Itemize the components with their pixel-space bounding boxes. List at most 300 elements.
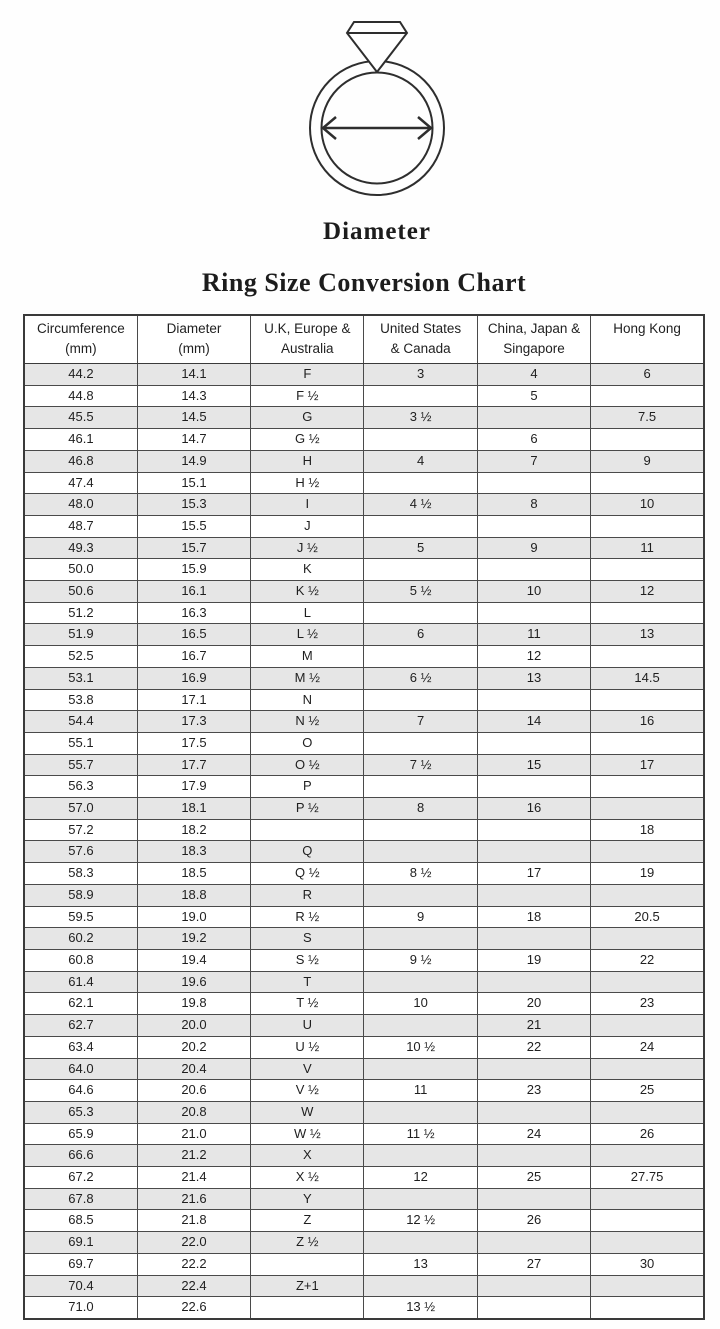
table-cell [251,1297,364,1319]
table-cell: Q [251,841,364,863]
table-cell: 18 [477,906,590,928]
table-cell [591,971,704,993]
table-cell: S ½ [251,949,364,971]
table-cell [591,1275,704,1297]
table-row [24,1253,704,1275]
table-cell: U ½ [251,1036,364,1058]
table-cell: P [251,776,364,798]
table-cell [477,971,590,993]
table-cell: 13 [364,1253,477,1275]
col-header-line1: U.K, Europe & [264,321,351,336]
table-cell [364,1232,477,1254]
table-cell: 17 [591,754,704,776]
table-cell: 11 [477,624,590,646]
table-cell: 16.9 [137,667,250,689]
table-cell [591,559,704,581]
table-row [24,732,704,754]
table-cell: 19 [477,949,590,971]
table-cell: 21.2 [137,1145,250,1167]
table-cell: 71.0 [24,1297,137,1319]
table-cell: K [251,559,364,581]
table-row [24,1210,704,1232]
table-cell: 22 [477,1036,590,1058]
table-cell [364,971,477,993]
table-cell [477,472,590,494]
table-row [24,494,704,516]
table-cell: 17.3 [137,711,250,733]
col-header-circumference-mm [24,315,137,364]
table-cell: 24 [591,1036,704,1058]
table-cell: 13 [477,667,590,689]
table-cell: 14.1 [137,364,250,386]
table-cell: H [251,450,364,472]
table-cell: U [251,1015,364,1037]
table-cell [477,1297,590,1319]
col-header-china-japan-singapore [477,315,590,364]
table-row [24,711,704,733]
table-row [24,559,704,581]
table-cell: 17 [477,863,590,885]
table-row [24,949,704,971]
table-cell: 7 [364,711,477,733]
table-cell [477,819,590,841]
table-cell: 46.8 [24,450,137,472]
table-cell [251,819,364,841]
table-cell: F [251,364,364,386]
table-cell: 48.0 [24,494,137,516]
table-cell: Q ½ [251,863,364,885]
table-cell: O [251,732,364,754]
header-row [24,315,704,364]
table-cell: 11 ½ [364,1123,477,1145]
table-row [24,1015,704,1037]
table-cell [591,472,704,494]
table-cell: X ½ [251,1167,364,1189]
table-cell: 16.5 [137,624,250,646]
table-cell: 59.5 [24,906,137,928]
table-cell: 14 [477,711,590,733]
table-cell [591,1145,704,1167]
table-cell: 46.1 [24,429,137,451]
table-row [24,819,704,841]
table-cell: 65.3 [24,1101,137,1123]
table-cell: 7.5 [591,407,704,429]
table-row [24,776,704,798]
table-cell: 65.9 [24,1123,137,1145]
table-cell [364,841,477,863]
table-cell [477,841,590,863]
col-header-line1: China, Japan & [487,321,581,336]
table-cell [477,407,590,429]
table-cell: 57.6 [24,841,137,863]
table-cell: 66.6 [24,1145,137,1167]
table-cell [364,689,477,711]
table-cell: 57.0 [24,798,137,820]
table-cell: 50.0 [24,559,137,581]
table-cell [591,1210,704,1232]
table-cell [477,732,590,754]
table-row [24,515,704,537]
table-cell: 8 [364,798,477,820]
table-cell: Z ½ [251,1232,364,1254]
table-cell: 16.7 [137,646,250,668]
table-cell: 9 ½ [364,949,477,971]
table-cell [477,1188,590,1210]
table-cell: 15.7 [137,537,250,559]
table-row [24,1036,704,1058]
table-cell: 18.3 [137,841,250,863]
table-cell [477,515,590,537]
table-cell [364,472,477,494]
table-cell: 58.9 [24,884,137,906]
table-cell: 69.1 [24,1232,137,1254]
table-cell: 18 [591,819,704,841]
table-cell: 11 [364,1080,477,1102]
table-cell [591,429,704,451]
table-cell: L [251,602,364,624]
table-cell: 61.4 [24,971,137,993]
table-cell: I [251,494,364,516]
table-cell: 16.3 [137,602,250,624]
table-cell: 18.8 [137,884,250,906]
table-cell: 26 [591,1123,704,1145]
table-cell [477,689,590,711]
table-cell: N ½ [251,711,364,733]
table-cell: 62.7 [24,1015,137,1037]
table-cell: V ½ [251,1080,364,1102]
table-cell: 8 [477,494,590,516]
table-cell [591,1015,704,1037]
table-cell: 51.2 [24,602,137,624]
table-cell: S [251,928,364,950]
table-cell: 22 [591,949,704,971]
table-cell [364,385,477,407]
table-cell: 55.7 [24,754,137,776]
table-cell [477,559,590,581]
table-row [24,472,704,494]
table-cell [591,928,704,950]
table-row [24,537,704,559]
table-cell: 56.3 [24,776,137,798]
table-row [24,385,704,407]
table-cell: 13 [591,624,704,646]
table-row [24,1297,704,1319]
table-cell: 54.4 [24,711,137,733]
table-cell [364,559,477,581]
table-cell [364,1058,477,1080]
table-cell: 3 ½ [364,407,477,429]
table-cell: 47.4 [24,472,137,494]
table-cell [364,1188,477,1210]
table-row [24,624,704,646]
table-cell: 4 [364,450,477,472]
table-cell: 25 [591,1080,704,1102]
table-row [24,407,704,429]
table-cell: 18.1 [137,798,250,820]
table-cell: 5 [477,385,590,407]
table-cell: Y [251,1188,364,1210]
table-cell: 23 [477,1080,590,1102]
table-cell: 18.2 [137,819,250,841]
table-cell: 7 [477,450,590,472]
table-cell [591,841,704,863]
table-cell: K ½ [251,581,364,603]
table-cell [477,1145,590,1167]
table-cell: 45.5 [24,407,137,429]
table-cell: 6 [591,364,704,386]
table-cell: 20.0 [137,1015,250,1037]
table-cell [591,884,704,906]
conversion-table-body [24,364,704,1319]
table-cell: 48.7 [24,515,137,537]
table-cell: 27.75 [591,1167,704,1189]
table-cell: 17.1 [137,689,250,711]
table-cell [591,1101,704,1123]
table-cell: 20.2 [137,1036,250,1058]
table-cell: F ½ [251,385,364,407]
table-cell [477,884,590,906]
table-cell: 22.6 [137,1297,250,1319]
table-cell: 16.1 [137,581,250,603]
table-row [24,429,704,451]
table-cell: 64.6 [24,1080,137,1102]
table-cell: T ½ [251,993,364,1015]
table-cell: G ½ [251,429,364,451]
table-cell: 15.1 [137,472,250,494]
table-cell: 23 [591,993,704,1015]
table-cell: 22.0 [137,1232,250,1254]
table-cell: 5 ½ [364,581,477,603]
col-header-diameter-mm [137,315,250,364]
table-cell: V [251,1058,364,1080]
table-row [24,1101,704,1123]
col-header-line2: (mm) [178,341,210,356]
table-cell: 19.8 [137,993,250,1015]
table-cell: 21.8 [137,1210,250,1232]
table-cell [364,1015,477,1037]
col-header-line2: (mm) [65,341,97,356]
table-row [24,1167,704,1189]
table-cell: 22.4 [137,1275,250,1297]
table-cell: 9 [477,537,590,559]
table-row [24,754,704,776]
table-cell: 49.3 [24,537,137,559]
table-cell [477,1275,590,1297]
table-row [24,1058,704,1080]
table-cell: 5 [364,537,477,559]
table-cell: 15.3 [137,494,250,516]
table-cell: 12 [591,581,704,603]
table-cell: 6 ½ [364,667,477,689]
table-cell: 4 ½ [364,494,477,516]
table-row [24,364,704,386]
table-cell [477,928,590,950]
table-cell: M [251,646,364,668]
table-cell: H ½ [251,472,364,494]
col-header-hong-kong [591,315,704,364]
table-cell [591,798,704,820]
table-row [24,1275,704,1297]
table-cell: 22.2 [137,1253,250,1275]
table-cell: 20 [477,993,590,1015]
table-cell [364,515,477,537]
table-row [24,841,704,863]
table-cell: 20.6 [137,1080,250,1102]
table-cell: Z+1 [251,1275,364,1297]
table-cell: 12 [364,1167,477,1189]
table-cell: 60.8 [24,949,137,971]
table-row [24,863,704,885]
table-cell [364,1101,477,1123]
table-cell: X [251,1145,364,1167]
table-cell: 21.0 [137,1123,250,1145]
col-header-uk-europe-australia [251,315,364,364]
table-cell: 12 ½ [364,1210,477,1232]
table-cell [591,732,704,754]
table-row [24,1145,704,1167]
table-row [24,928,704,950]
table-row [24,450,704,472]
table-cell: T [251,971,364,993]
table-cell [591,515,704,537]
table-cell: 16 [591,711,704,733]
table-cell [591,1232,704,1254]
table-cell: 18.5 [137,863,250,885]
table-cell: 21.4 [137,1167,250,1189]
col-header-line2: & Canada [390,341,451,356]
table-cell: 26 [477,1210,590,1232]
table-cell: 20.4 [137,1058,250,1080]
table-cell: 10 [477,581,590,603]
table-cell: 62.1 [24,993,137,1015]
table-cell: 21 [477,1015,590,1037]
table-cell: 27 [477,1253,590,1275]
table-cell: 44.2 [24,364,137,386]
table-cell: 10 [364,993,477,1015]
col-header-line2: Singapore [503,341,565,356]
table-cell: 70.4 [24,1275,137,1297]
table-cell: 14.5 [591,667,704,689]
table-cell: 30 [591,1253,704,1275]
table-cell: 24 [477,1123,590,1145]
table-cell: L ½ [251,624,364,646]
table-cell: W [251,1101,364,1123]
table-cell: 67.8 [24,1188,137,1210]
table-row [24,906,704,928]
table-cell [251,1253,364,1275]
table-cell: 68.5 [24,1210,137,1232]
table-row [24,667,704,689]
table-cell [364,732,477,754]
table-row [24,1080,704,1102]
col-header-line2: Australia [281,341,334,356]
table-cell [364,646,477,668]
table-cell [477,602,590,624]
table-cell: N [251,689,364,711]
table-cell: 25 [477,1167,590,1189]
table-cell [591,776,704,798]
table-cell: 6 [364,624,477,646]
table-cell: 52.5 [24,646,137,668]
table-cell: 6 [477,429,590,451]
table-row [24,689,704,711]
table-cell [591,1297,704,1319]
ring-size-conversion-table [23,314,705,1320]
table-cell [364,1145,477,1167]
table-row [24,602,704,624]
col-header-line1: Hong Kong [613,321,681,336]
table-row [24,798,704,820]
table-cell: 10 [591,494,704,516]
table-cell: 7 ½ [364,754,477,776]
table-cell: 13 ½ [364,1297,477,1319]
table-cell [364,884,477,906]
table-cell: 51.9 [24,624,137,646]
table-cell [591,1058,704,1080]
table-cell: 57.2 [24,819,137,841]
col-header-us-canada [364,315,477,364]
table-row [24,581,704,603]
page-title: Ring Size Conversion Chart [201,268,527,297]
table-cell: 53.8 [24,689,137,711]
table-cell [477,1058,590,1080]
table-cell: 3 [364,364,477,386]
table-cell [591,602,704,624]
table-row [24,884,704,906]
table-cell: 10 ½ [364,1036,477,1058]
table-cell: 69.7 [24,1253,137,1275]
table-row [24,993,704,1015]
table-cell: 19.0 [137,906,250,928]
table-cell: 21.6 [137,1188,250,1210]
diagram-caption: Diameter [323,218,431,245]
table-row [24,646,704,668]
table-cell: R ½ [251,906,364,928]
table-cell: J [251,515,364,537]
table-cell: 12 [477,646,590,668]
table-cell: J ½ [251,537,364,559]
table-cell: 14.3 [137,385,250,407]
table-cell: 15 [477,754,590,776]
table-cell: 20.8 [137,1101,250,1123]
col-header-line1: Diameter [166,321,222,336]
table-cell: O ½ [251,754,364,776]
table-cell [364,602,477,624]
table-cell: 17.5 [137,732,250,754]
table-cell: 19.4 [137,949,250,971]
table-cell: 14.5 [137,407,250,429]
table-cell [364,928,477,950]
ring-with-diamond-and-diameter-arrow-icon [297,16,457,200]
col-header-line1: Circumference [37,321,125,336]
table-cell: 50.6 [24,581,137,603]
table-cell: 17.9 [137,776,250,798]
table-cell: 20.5 [591,906,704,928]
table-cell: 19.2 [137,928,250,950]
table-cell: M ½ [251,667,364,689]
table-cell: 19.6 [137,971,250,993]
table-cell: 8 ½ [364,863,477,885]
table-cell: P ½ [251,798,364,820]
table-cell: 15.9 [137,559,250,581]
table-cell: 16 [477,798,590,820]
table-cell: 44.8 [24,385,137,407]
table-cell: 58.3 [24,863,137,885]
table-cell [477,1232,590,1254]
table-cell [591,1188,704,1210]
table-cell [591,385,704,407]
table-cell: 17.7 [137,754,250,776]
